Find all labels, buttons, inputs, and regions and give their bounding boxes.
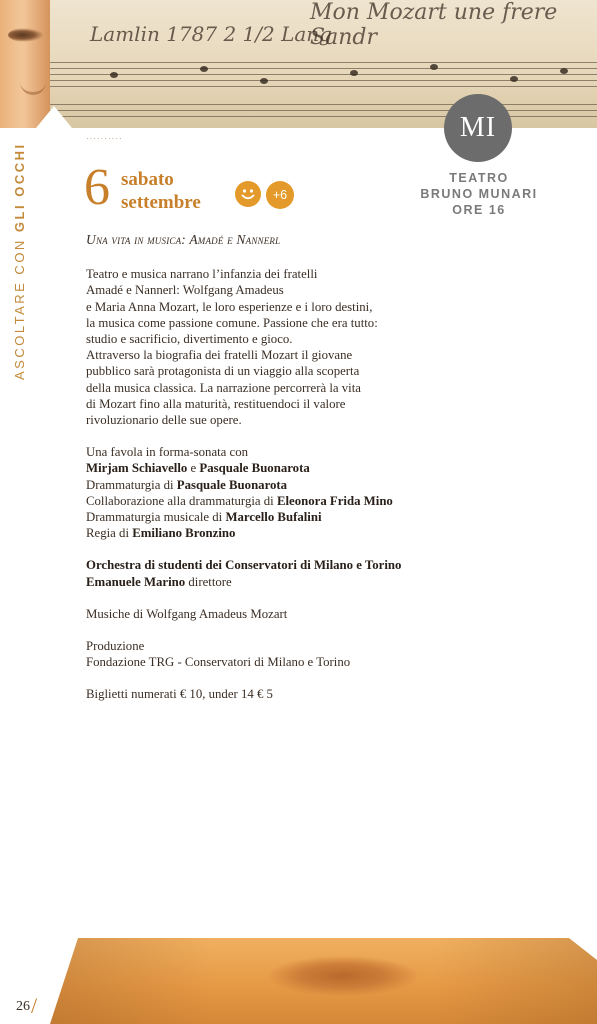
manuscript-handwriting-1: Mon Mozart une frere Sandr xyxy=(310,0,558,50)
music-note xyxy=(430,64,438,70)
venue-line-2: BRUNO MUNARI xyxy=(420,187,538,201)
city-badge xyxy=(444,94,512,162)
music-note xyxy=(560,68,568,74)
music-note xyxy=(510,76,518,82)
description-line: rivoluzionario delle sue opere. xyxy=(86,413,242,428)
event-weekday: sabato xyxy=(121,169,174,190)
credit-name: Emiliano Bronzino xyxy=(132,526,236,541)
staff-line xyxy=(50,62,597,63)
conductor xyxy=(86,574,446,590)
description-line: pubblico sarà protagonista di un viaggio alla scoperta xyxy=(86,364,360,379)
side-label-prefix: ASCOLTARE CON xyxy=(12,232,27,380)
footer-cut-right xyxy=(569,938,597,960)
credit-label: Drammaturgia musicale di xyxy=(86,510,226,525)
description-line: di Mozart fino alla maturità, restituendoci il valore xyxy=(86,396,346,411)
page-number-value: 26 xyxy=(16,999,30,1014)
venue-info xyxy=(420,170,538,218)
city-badge-label: MI xyxy=(459,112,497,143)
divider-dots: ·········· xyxy=(86,134,123,143)
ticket-info: Biglietti numerati € 10, under 14 € 5 xyxy=(86,687,273,702)
production-name: Fondazione TRG - Conservatori di Milano e Torino xyxy=(86,655,351,670)
header-image xyxy=(0,0,597,128)
event-day: 6 xyxy=(84,159,110,216)
age-badge: +6 xyxy=(266,181,294,209)
credit-label: Drammaturgia di xyxy=(86,477,177,492)
credit-label: Collaborazione alla drammaturgia di xyxy=(86,493,277,508)
credit-label: Regia di xyxy=(86,526,133,541)
venue-line-1: TEATRO xyxy=(449,171,509,185)
orchestra-name xyxy=(86,557,446,573)
conductor-name: Emanuele Marino xyxy=(86,574,186,589)
staff-line xyxy=(50,68,597,69)
staff-line xyxy=(50,86,597,87)
event-title: Una vita in musica: Amadé e Nannerl xyxy=(86,232,281,247)
music-note xyxy=(350,70,358,76)
credit-name: Marcello Bufalini xyxy=(225,510,322,525)
credits-collaboration xyxy=(86,493,446,509)
orchestra-label: Orchestra di studenti dei Conservatori di Milano e Torino xyxy=(86,558,402,573)
description-line: e Maria Anna Mozart, le loro esperienze e i loro destini, xyxy=(86,299,373,314)
side-label-emphasis: GLI OCCHI xyxy=(12,142,27,233)
conductor-role: direttore xyxy=(185,574,232,589)
music-note xyxy=(200,66,208,72)
manuscript-handwriting-2: Lamlin 1787 2 1/2 Lang xyxy=(90,22,332,46)
footer-cut-left xyxy=(50,938,78,1024)
footer-face-photo xyxy=(50,938,597,1024)
credits-dramaturgy xyxy=(86,477,446,493)
credits-direction xyxy=(86,525,446,541)
description-line: Attraverso la biografia dei fratelli Mozart il giovane xyxy=(86,348,353,363)
production-label: Produzione xyxy=(86,639,145,654)
photo-shading xyxy=(50,938,597,1024)
credit-name: Eleonora Frida Mino xyxy=(276,493,393,508)
event-month: settembre xyxy=(121,192,201,213)
staff-line xyxy=(50,110,597,111)
performer-name: Mirjam Schiavello xyxy=(86,461,188,476)
credits-performers xyxy=(86,460,446,476)
smiley-face-icon xyxy=(235,181,261,207)
music-credit: Musiche di Wolfgang Amadeus Mozart xyxy=(86,606,288,621)
venue-time: ORE 16 xyxy=(452,203,506,217)
page-number xyxy=(16,990,37,1016)
event-content xyxy=(86,232,446,703)
music-note xyxy=(110,72,118,78)
credits-intro: Una favola in forma-sonata con xyxy=(86,445,249,460)
description-line: della musica classica. La narrazione percorrerà la vita xyxy=(86,380,361,395)
header-notch xyxy=(36,106,72,128)
description-line: Amadé e Nannerl: Wolfgang Amadeus xyxy=(86,283,284,298)
nose-detail xyxy=(20,62,46,95)
page-number-slash: / xyxy=(31,993,38,1018)
staff-line xyxy=(50,116,597,117)
section-side-label xyxy=(12,142,27,380)
description-line: studio e sacrificio, divertimento e gioco. xyxy=(86,332,293,347)
description-line: Teatro e musica narrano l’infanzia dei fratelli xyxy=(86,267,318,282)
music-note xyxy=(260,78,268,84)
eye-detail xyxy=(8,28,44,42)
staff-line xyxy=(50,74,597,75)
credit-name: Pasquale Buonarota xyxy=(176,477,288,492)
manuscript-photo xyxy=(50,0,597,128)
credits-conjunction: e xyxy=(187,461,200,476)
staff-line xyxy=(50,104,597,105)
description-line: la musica come passione comune. Passione che era tutto: xyxy=(86,315,378,330)
credits-music-dramaturgy xyxy=(86,509,446,525)
performer-name: Pasquale Buonarota xyxy=(199,461,310,476)
